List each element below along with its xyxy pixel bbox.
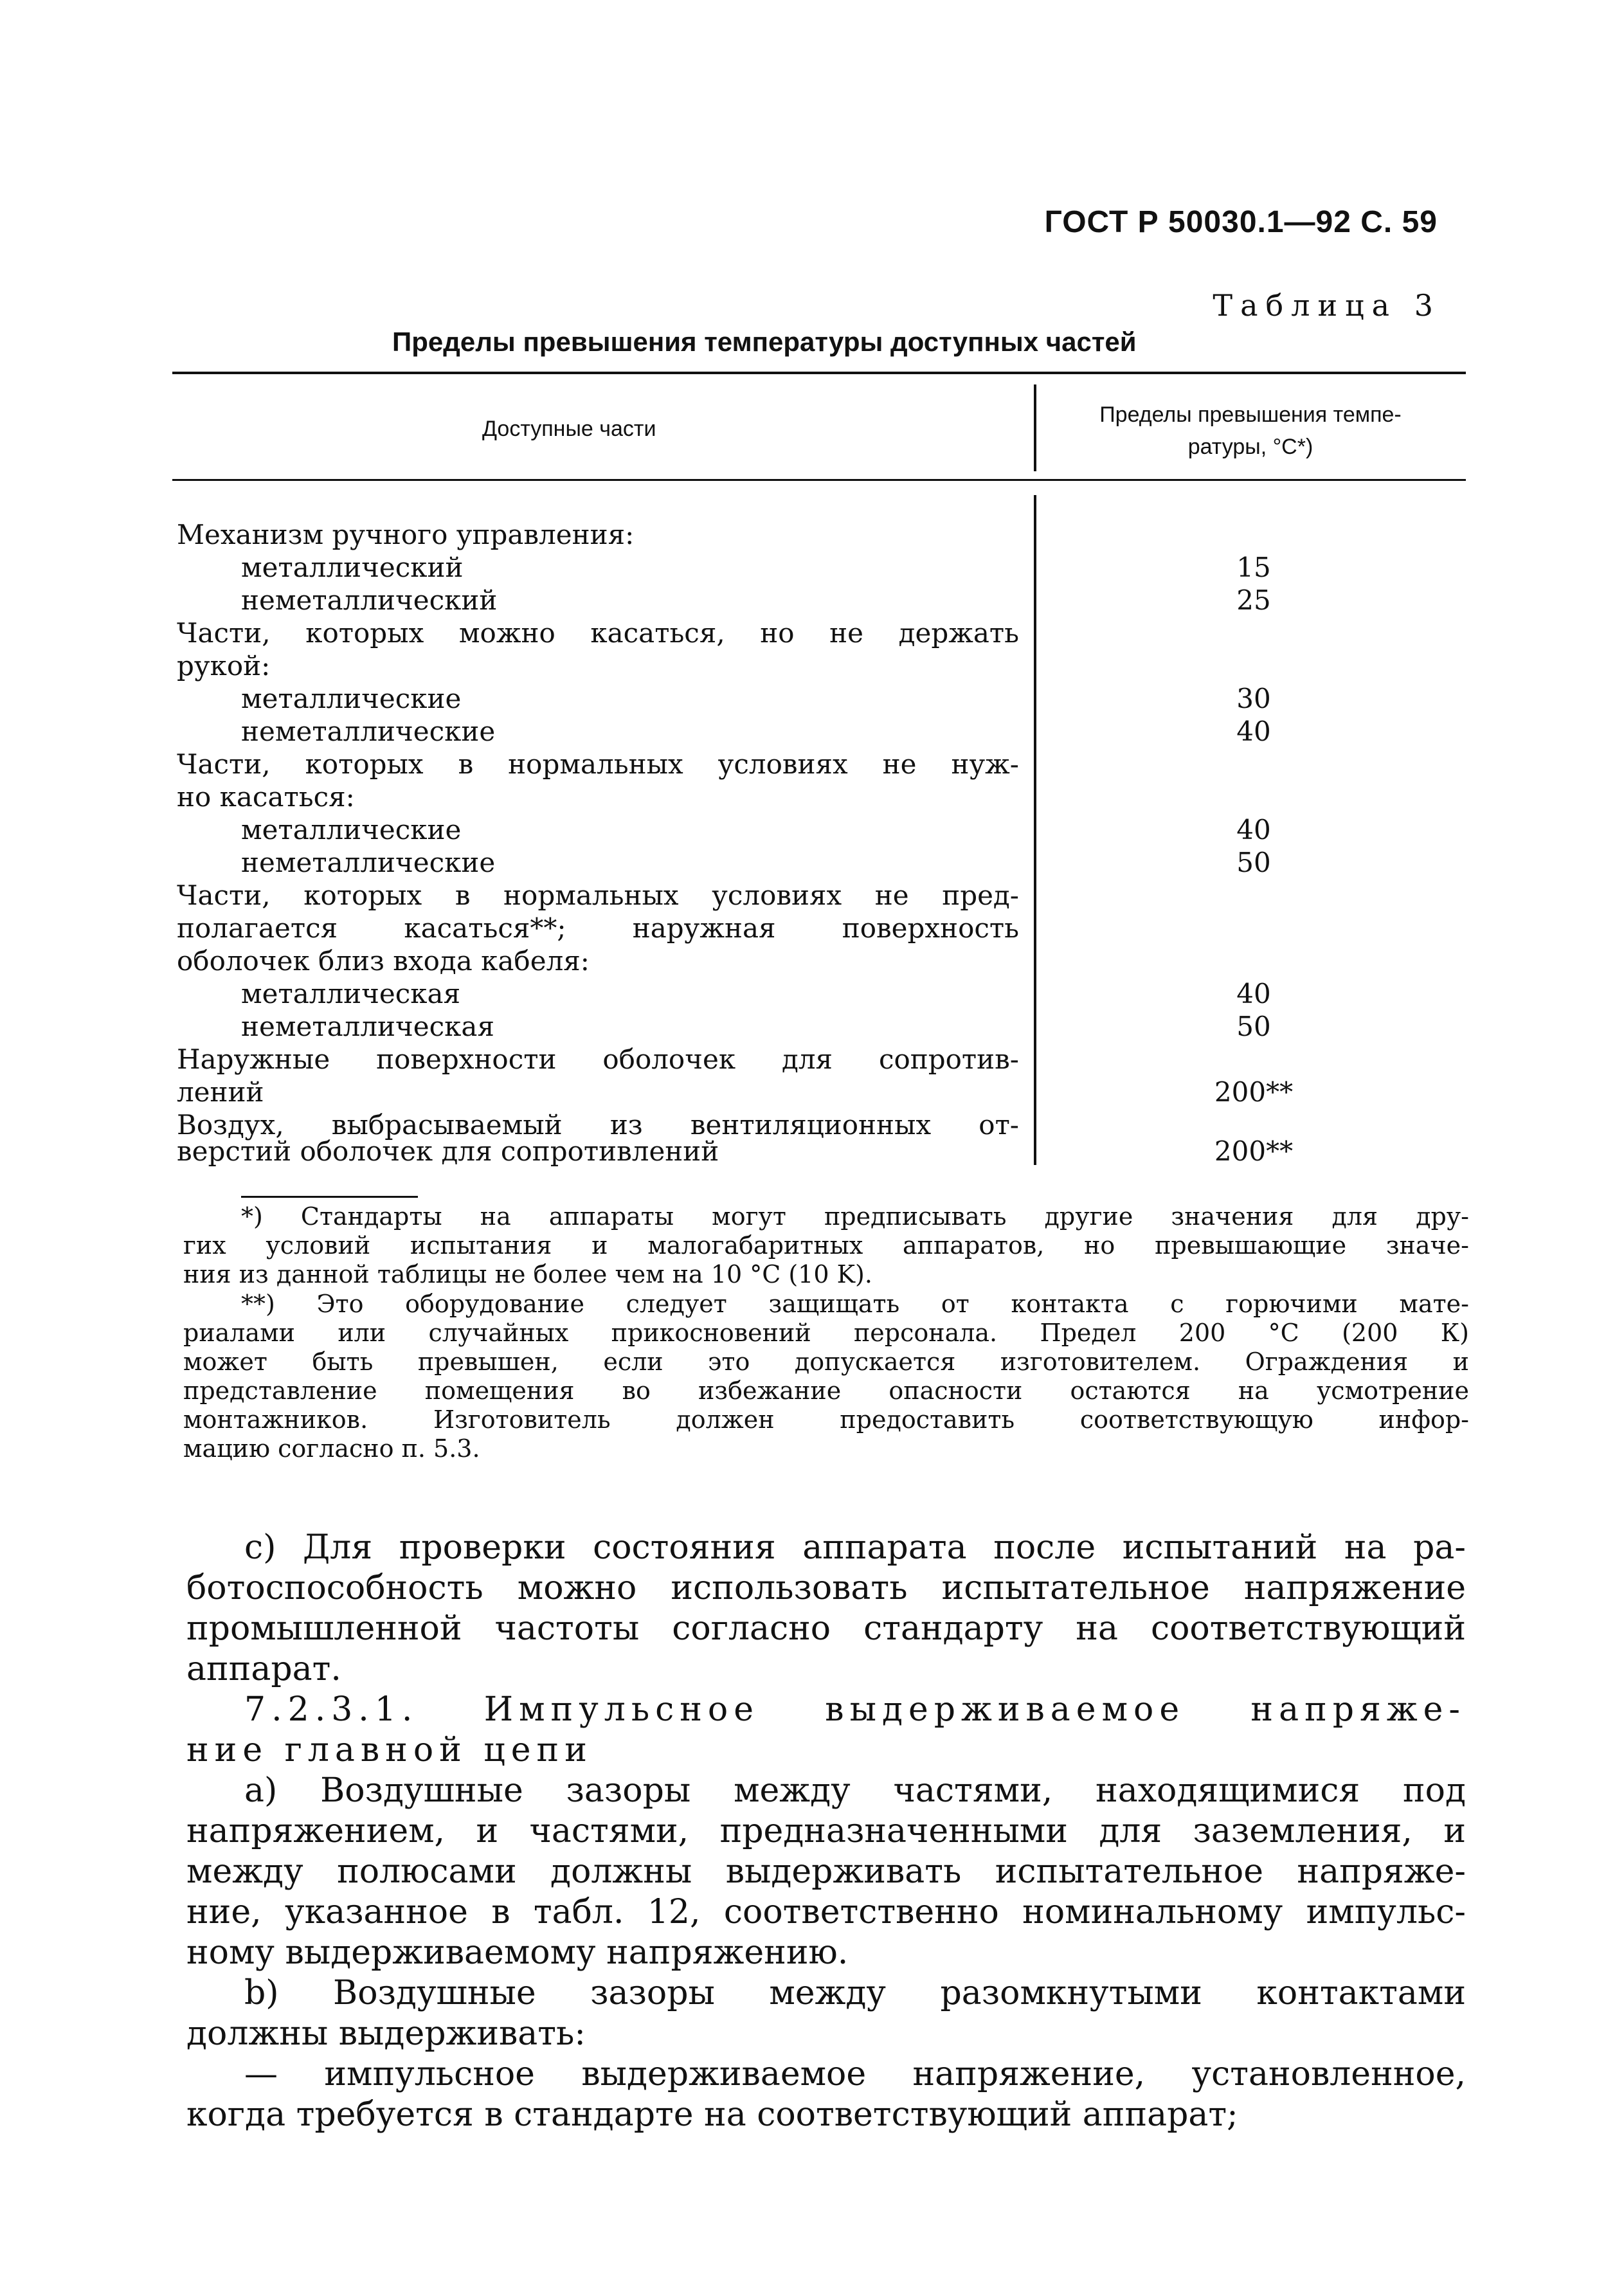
table-cell-value: 30 xyxy=(1236,683,1271,714)
table-row: Части, которых в нормальных условиях не нуж- xyxy=(177,748,1019,780)
table-cell-value: 200** xyxy=(1214,1135,1294,1167)
table-row: неметаллические xyxy=(241,716,496,747)
footnote-line: *) Стандарты на аппараты могут предписывать другие значения для дру- xyxy=(241,1202,1469,1231)
footnote-line: мацию согласно п. 5.3. xyxy=(183,1434,480,1463)
body-line: ному выдерживаемому напряжению. xyxy=(186,1933,849,1972)
table-row: металлический xyxy=(241,552,464,583)
footnote-rule xyxy=(241,1196,418,1198)
table-row: Наружные поверхности оболочек для сопротив- xyxy=(177,1043,1019,1075)
footnote-line: монтажников. Изготовитель должен предоставить соответствующую инфор- xyxy=(183,1405,1469,1434)
table-row: но касаться: xyxy=(177,781,355,813)
footnote-line: гих условий испытания и малогабаритных аппаратов, но превышающие значе- xyxy=(183,1231,1469,1260)
paragraph-a xyxy=(186,1771,1466,1973)
paragraph-b xyxy=(186,1973,1466,2054)
table-cell-value: 50 xyxy=(1236,847,1271,878)
column-header-parts: Доступные части xyxy=(482,417,656,441)
footnote-2 xyxy=(183,1290,1469,1463)
table-row: металлические xyxy=(241,814,462,845)
footnote-line: риалами или случайных прикосновений персонала. Предел 200 °С (200 К) xyxy=(183,1319,1469,1347)
body-line: — импульсное выдерживаемое напряжение, установленное, xyxy=(244,2055,1466,2093)
table-header-rule xyxy=(172,479,1466,481)
footnote-line: представление помещения во избежание опасности остаются на усмотрение xyxy=(183,1377,1469,1405)
table-label: Таблица 3 xyxy=(1213,288,1441,323)
table-cell-value: 25 xyxy=(1236,584,1271,616)
body-line: аппарат. xyxy=(186,1650,341,1688)
body-line: ботоспособность можно использовать испытательное напряжение xyxy=(186,1569,1466,1607)
body-line: с) Для проверки состояния аппарата после испытаний на ра- xyxy=(244,1528,1466,1567)
table-row: неметаллический xyxy=(241,584,498,616)
table-title: Пределы превышения температуры доступных частей xyxy=(392,327,1137,357)
column-header-limits-line1: Пределы превышения темпе- xyxy=(1099,402,1402,427)
footnote-line: может быть превышен, если это допускается изготовителем. Ограждения и xyxy=(183,1348,1469,1376)
table-cell-value: 40 xyxy=(1236,716,1271,747)
table-row: неметаллическая xyxy=(241,1011,494,1042)
footnote-line: **) Это оборудование следует защищать от контакта с горючими мате- xyxy=(241,1290,1469,1318)
body-line: промышленной частоты согласно стандарту на соответствующий xyxy=(186,1609,1466,1648)
body-line: когда требуется в стандарте на соответствующий аппарат; xyxy=(186,2095,1238,2134)
table-row: металлические xyxy=(241,683,462,714)
document-reference: ГОСТ Р 50030.1—92 С. 59 xyxy=(1044,205,1438,239)
heading-line: 7.2.3.1. Импульсное выдерживаемое напряже- xyxy=(244,1690,1466,1729)
table-header-divider xyxy=(1034,384,1036,471)
table-row: Части, которых в нормальных условиях не пред- xyxy=(177,880,1019,911)
body-line: b) Воздушные зазоры между разомкнутыми контактами xyxy=(244,1974,1466,2012)
table-cell-value: 200** xyxy=(1214,1076,1294,1108)
body-line: между полюсами должны выдерживать испытательное напряже- xyxy=(186,1852,1466,1891)
body-line: ние, указанное в табл. 12, соответственно номинальному импульс- xyxy=(186,1893,1466,1931)
table-row: Механизм ручного управления: xyxy=(177,519,635,550)
table-row: рукой: xyxy=(177,650,271,682)
footnote-1 xyxy=(183,1202,1469,1289)
column-header-limits xyxy=(1045,399,1456,463)
table-cell-value: 40 xyxy=(1236,814,1271,845)
table-row: полагается касаться**; наружная поверхность xyxy=(177,912,1019,944)
column-header-limits-line2: ратуры, °С*) xyxy=(1187,435,1313,459)
footnote-line: ния из данной таблицы не более чем на 10 °С (10 K). xyxy=(183,1260,872,1288)
body-line: должны выдерживать: xyxy=(186,2014,586,2053)
table-row: Воздух, выбрасываемый из вентиляционных от- xyxy=(177,1109,1019,1141)
body-line: напряжением, и частями, предназначенными для заземления, и xyxy=(186,1812,1466,1850)
heading-line: ние главной цепи xyxy=(186,1731,593,1769)
table-cell-value: 40 xyxy=(1236,978,1271,1009)
table-row: верстий оболочек для сопротивлений xyxy=(177,1135,719,1167)
paragraph-dash xyxy=(186,2054,1466,2135)
table-cell-value: 15 xyxy=(1236,552,1271,583)
paragraph-c xyxy=(186,1528,1466,1690)
table-row: лений xyxy=(177,1076,264,1108)
table-row: металлическая xyxy=(241,978,461,1009)
table-cell-value: 50 xyxy=(1236,1011,1271,1042)
table-row: оболочек близ входа кабеля: xyxy=(177,945,590,977)
table-row: Части, которых можно касаться, но не держать xyxy=(177,617,1019,649)
body-line: а) Воздушные зазоры между частями, находящимися под xyxy=(244,1771,1466,1810)
section-heading xyxy=(186,1690,1466,1771)
table-row: неметаллические xyxy=(241,847,496,878)
table-top-rule xyxy=(172,372,1466,374)
